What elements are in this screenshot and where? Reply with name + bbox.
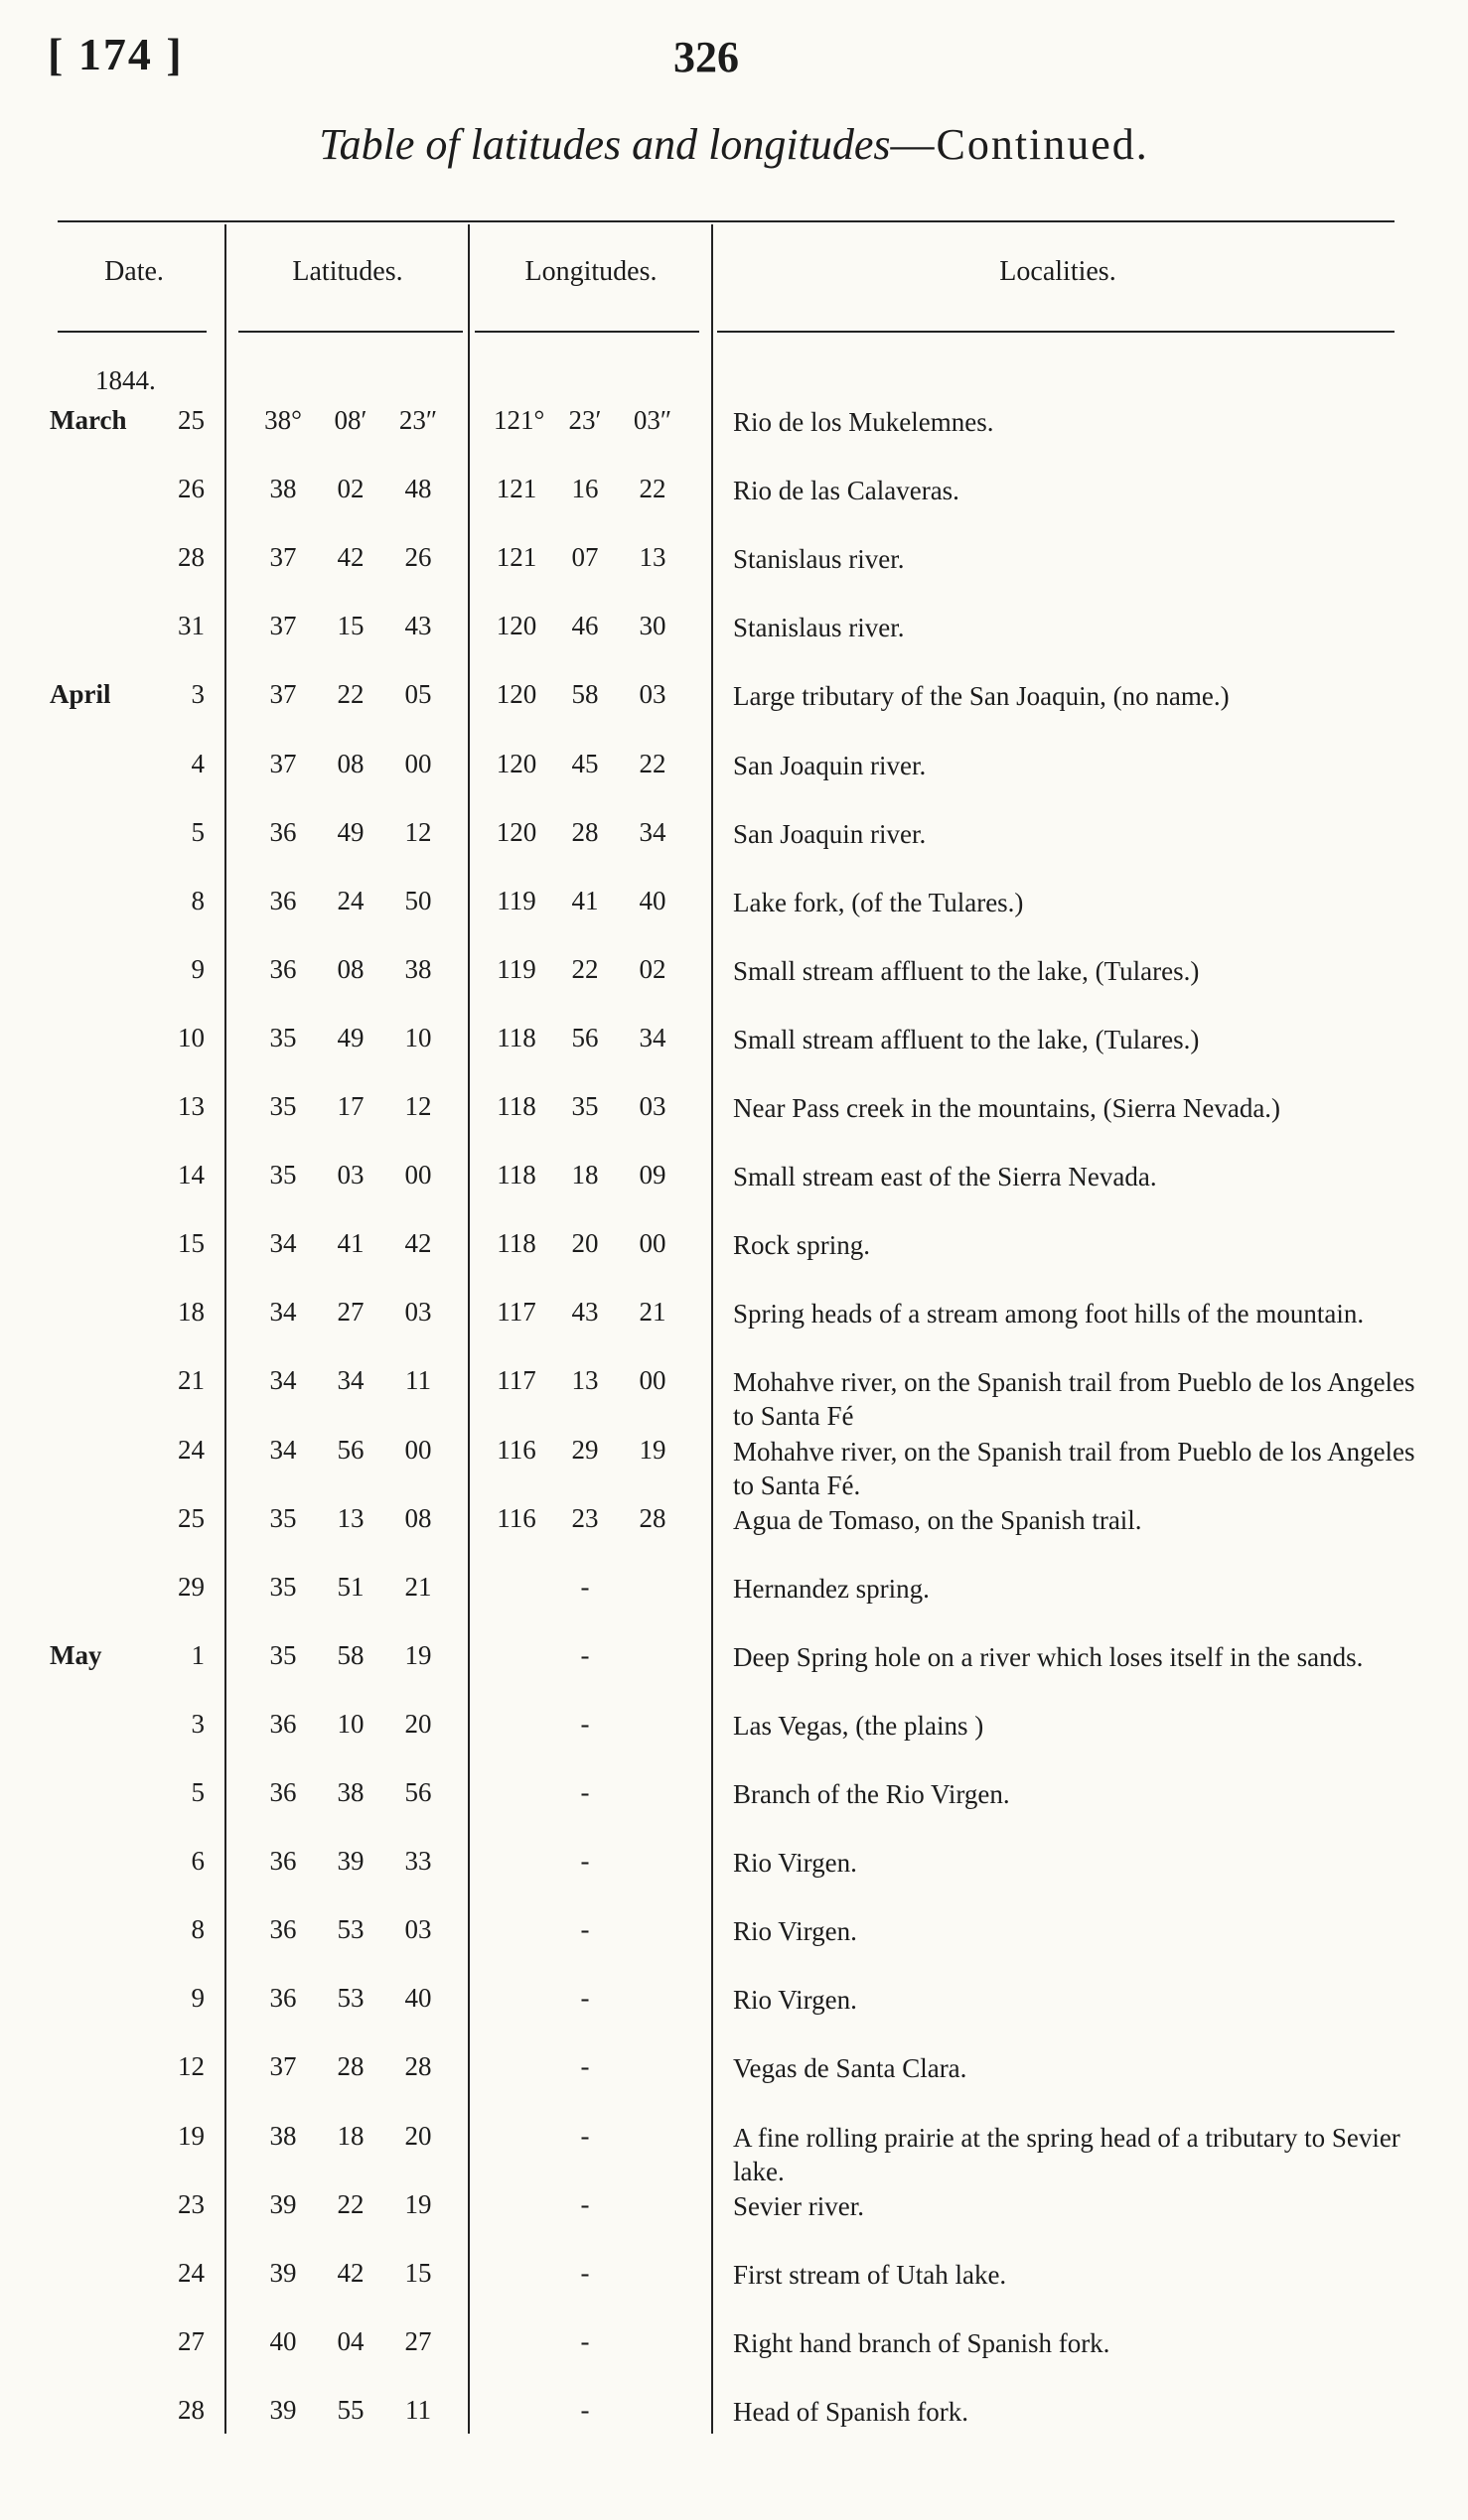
latitude-value: 10 — [404, 1023, 432, 1052]
table-row — [0, 886, 1468, 921]
row-locality: Vegas de Santa Clara. — [733, 2053, 967, 2083]
longitude-value: 45 — [571, 749, 599, 778]
latitude-value: 38 — [269, 474, 297, 503]
latitude-value: 19 — [404, 2189, 432, 2219]
latitude-value: 08 — [337, 954, 365, 984]
longitude-value: 41 — [571, 886, 599, 915]
row-day: 1 — [191, 1640, 205, 1670]
longitude-value: 00 — [639, 1228, 666, 1258]
latitude-value: 28 — [337, 2051, 365, 2081]
table-row — [0, 1846, 1468, 1882]
latitude-value: 03 — [404, 1914, 432, 1944]
latitude-value: 18 — [337, 2121, 365, 2151]
longitude-value: 20 — [571, 1228, 599, 1258]
latitude-value: 21 — [404, 1572, 432, 1602]
row-locality: Deep Spring hole on a river which loses itself in the sands. — [733, 1642, 1364, 1672]
longitude-value: 120 — [496, 611, 537, 640]
longitude-value: 116 — [497, 1503, 536, 1533]
table-row — [0, 817, 1468, 853]
row-locality: Rio Virgen. — [733, 1985, 857, 2015]
row-day: 5 — [191, 817, 205, 847]
longitude-value: - — [580, 2051, 590, 2081]
longitude-value: - — [580, 1846, 590, 1876]
row-locality: Las Vegas, (the plains ) — [733, 1711, 984, 1741]
table-row — [0, 1777, 1468, 1813]
latitude-value: 34 — [269, 1365, 297, 1395]
row-day: 9 — [191, 954, 205, 984]
longitude-value: 03 — [639, 1091, 666, 1121]
row-day: 10 — [178, 1023, 205, 1052]
table-row — [0, 474, 1468, 509]
latitude-value: 41 — [337, 1228, 365, 1258]
table-title-suffix: —Continued. — [890, 120, 1149, 169]
longitude-value: 16 — [571, 474, 599, 503]
latitude-value: 36 — [269, 1914, 297, 1944]
table-row — [0, 749, 1468, 784]
row-locality: San Joaquin river. — [733, 819, 927, 849]
longitude-value: 21 — [639, 1297, 666, 1327]
longitude-value: - — [580, 2121, 590, 2151]
latitude-value: 36 — [269, 954, 297, 984]
table-row — [0, 405, 1468, 441]
table-title — [0, 119, 1468, 170]
latitude-value: 19 — [404, 1640, 432, 1670]
table-row — [0, 1091, 1468, 1127]
row-locality: Right hand branch of Spanish fork. — [733, 2328, 1110, 2358]
longitude-value: - — [580, 2395, 590, 2425]
longitude-value: 119 — [497, 954, 536, 984]
longitude-value: 119 — [497, 886, 536, 915]
latitude-value: 33 — [404, 1846, 432, 1876]
longitude-value: 23 — [571, 1503, 599, 1533]
row-day: 28 — [178, 2395, 205, 2425]
longitude-value: - — [580, 1777, 590, 1807]
table-row — [0, 542, 1468, 578]
row-day: 14 — [178, 1160, 205, 1190]
longitude-value: 118 — [497, 1228, 536, 1258]
row-day: 3 — [191, 1709, 205, 1739]
latitude-value: 00 — [404, 1435, 432, 1465]
row-day: 8 — [191, 1914, 205, 1944]
latitude-value: 36 — [269, 1777, 297, 1807]
latitude-value: 35 — [269, 1160, 297, 1190]
longitude-value: 03″ — [633, 405, 672, 435]
longitude-value: 120 — [496, 749, 537, 778]
latitude-value: 36 — [269, 817, 297, 847]
table-row — [0, 1503, 1468, 1539]
longitude-value: - — [580, 2258, 590, 2288]
longitude-value: 19 — [639, 1435, 666, 1465]
latitude-value: 12 — [404, 817, 432, 847]
latitude-value: 34 — [269, 1228, 297, 1258]
row-locality: Branch of the Rio Virgen. — [733, 1779, 1010, 1809]
longitude-value: 13 — [639, 542, 666, 572]
row-locality: Large tributary of the San Joaquin, (no name.) — [733, 681, 1230, 711]
latitude-value: 48 — [404, 474, 432, 503]
row-locality: Sevier river. — [733, 2191, 864, 2221]
row-month: May — [50, 1640, 102, 1670]
table-row — [0, 1640, 1468, 1676]
latitude-value: 05 — [404, 679, 432, 709]
longitude-value: - — [580, 2326, 590, 2356]
table-row — [0, 611, 1468, 646]
latitude-value: 37 — [269, 611, 297, 640]
header-localities: Localities. — [999, 256, 1116, 287]
table-row — [0, 1709, 1468, 1745]
top-rule — [58, 220, 1395, 222]
latitude-value: 08 — [404, 1503, 432, 1533]
row-day: 4 — [191, 749, 205, 778]
latitude-value: 03 — [337, 1160, 365, 1190]
row-day: 29 — [178, 1572, 205, 1602]
longitude-value: 40 — [639, 886, 666, 915]
longitude-value: 23′ — [568, 405, 602, 435]
latitude-value: 00 — [404, 749, 432, 778]
row-day: 9 — [191, 1983, 205, 2013]
latitude-value: 43 — [404, 611, 432, 640]
latitude-value: 40 — [404, 1983, 432, 2013]
year-label: 1844. — [95, 365, 156, 395]
row-day: 24 — [178, 2258, 205, 2288]
latitude-value: 13 — [337, 1503, 365, 1533]
row-locality: Small stream affluent to the lake, (Tulares.) — [733, 1025, 1200, 1054]
row-day: 25 — [178, 1503, 205, 1533]
row-day: 13 — [178, 1091, 205, 1121]
row-locality: Rio Virgen. — [733, 1916, 857, 1946]
row-month: April — [50, 679, 111, 709]
row-locality: Rio de las Calaveras. — [733, 476, 959, 505]
longitude-value: 00 — [639, 1365, 666, 1395]
latitude-value: 53 — [337, 1914, 365, 1944]
row-locality: First stream of Utah lake. — [733, 2260, 1007, 2290]
latitude-value: 03 — [404, 1297, 432, 1327]
latitude-value: 04 — [337, 2326, 365, 2356]
row-locality: Lake fork, (of the Tulares.) — [733, 888, 1024, 917]
longitude-value: 120 — [496, 679, 537, 709]
latitude-value: 34 — [269, 1435, 297, 1465]
row-locality: Small stream affluent to the lake, (Tulares.) — [733, 956, 1200, 986]
latitude-value: 35 — [269, 1572, 297, 1602]
latitude-value: 23″ — [398, 405, 438, 435]
longitude-value: 22 — [639, 749, 666, 778]
latitude-value: 42 — [337, 2258, 365, 2288]
latitude-value: 58 — [337, 1640, 365, 1670]
latitude-value: 42 — [404, 1228, 432, 1258]
row-locality: Spring heads of a stream among foot hills of the mountain. — [733, 1299, 1365, 1329]
latitude-value: 39 — [337, 1846, 365, 1876]
latitude-value: 00 — [404, 1160, 432, 1190]
latitude-value: 17 — [337, 1091, 365, 1121]
longitude-value: 34 — [639, 1023, 666, 1052]
longitude-value: - — [580, 1640, 590, 1670]
longitude-value: - — [580, 1709, 590, 1739]
latitude-value: 37 — [269, 749, 297, 778]
longitude-value: 118 — [497, 1091, 536, 1121]
row-locality: Small stream east of the Sierra Nevada. — [733, 1162, 1157, 1191]
longitude-value: 58 — [571, 679, 599, 709]
latitude-value: 37 — [269, 542, 297, 572]
latitude-value: 38 — [337, 1777, 365, 1807]
row-day: 21 — [178, 1365, 205, 1395]
table-row — [0, 679, 1468, 715]
table-row — [0, 1297, 1468, 1332]
latitude-value: 28 — [404, 2051, 432, 2081]
row-day: 26 — [178, 474, 205, 503]
row-day: 28 — [178, 542, 205, 572]
header-date: Date. — [104, 256, 164, 287]
longitude-value: 28 — [571, 817, 599, 847]
row-day: 23 — [178, 2189, 205, 2219]
row-locality: Mohahve river, on the Spanish trail from Pueblo de los Angeles to Santa Fé. — [733, 1437, 1415, 1500]
table-row — [0, 2326, 1468, 2362]
latitude-value: 53 — [337, 1983, 365, 2013]
longitude-value: - — [580, 2189, 590, 2219]
header-rule-lat — [238, 331, 463, 333]
latitude-value: 51 — [337, 1572, 365, 1602]
longitude-value: 117 — [497, 1365, 536, 1395]
latitude-value: 36 — [269, 1709, 297, 1739]
latitude-value: 27 — [404, 2326, 432, 2356]
latitude-value: 15 — [337, 611, 365, 640]
table-row — [0, 1365, 1468, 1431]
latitude-value: 27 — [337, 1297, 365, 1327]
table-row — [0, 954, 1468, 990]
table-row — [0, 2258, 1468, 2294]
longitude-value: 18 — [571, 1160, 599, 1190]
latitude-value: 39 — [269, 2258, 297, 2288]
latitude-value: 24 — [337, 886, 365, 915]
longitude-value: 120 — [496, 817, 537, 847]
longitude-value: 34 — [639, 817, 666, 847]
row-locality: Mohahve river, on the Spanish trail from Pueblo de los Angeles to Santa Fé — [733, 1367, 1415, 1431]
latitude-value: 35 — [269, 1091, 297, 1121]
latitude-value: 38 — [404, 954, 432, 984]
row-month: March — [50, 405, 127, 435]
row-day: 5 — [191, 1777, 205, 1807]
longitude-value: 35 — [571, 1091, 599, 1121]
latitude-value: 22 — [337, 679, 365, 709]
row-locality: Head of Spanish fork. — [733, 2397, 968, 2427]
latitude-value: 20 — [404, 2121, 432, 2151]
header-rule-date — [58, 331, 207, 333]
row-day: 8 — [191, 886, 205, 915]
table-row — [0, 2051, 1468, 2087]
longitude-value: - — [580, 1572, 590, 1602]
longitude-value: 28 — [639, 1503, 666, 1533]
latitude-value: 38° — [264, 405, 302, 435]
latitude-value: 02 — [337, 474, 365, 503]
latitude-value: 08 — [337, 749, 365, 778]
row-locality: Near Pass creek in the mountains, (Sierra Nevada.) — [733, 1093, 1281, 1123]
latitude-value: 11 — [405, 2395, 431, 2425]
latitude-value: 36 — [269, 1846, 297, 1876]
row-locality: Rock spring. — [733, 1230, 870, 1260]
row-day: 27 — [178, 2326, 205, 2356]
row-locality: Agua de Tomaso, on the Spanish trail. — [733, 1505, 1142, 1535]
longitude-value: 13 — [571, 1365, 599, 1395]
page-number-bracketed: [ 174 ] — [48, 29, 184, 79]
table-row — [0, 2121, 1468, 2186]
latitude-value: 39 — [269, 2395, 297, 2425]
longitude-value: 56 — [571, 1023, 599, 1052]
row-locality: A fine rolling prairie at the spring head of a tributary to Sevier lake. — [733, 2123, 1400, 2186]
latitude-value: 10 — [337, 1709, 365, 1739]
longitude-value: 46 — [571, 611, 599, 640]
latitude-value: 34 — [269, 1297, 297, 1327]
latitude-value: 39 — [269, 2189, 297, 2219]
longitude-value: 29 — [571, 1435, 599, 1465]
longitude-value: 22 — [639, 474, 666, 503]
header-longitudes: Longitudes. — [524, 256, 658, 287]
table-row — [0, 2189, 1468, 2225]
row-day: 25 — [178, 405, 205, 435]
latitude-value: 37 — [269, 2051, 297, 2081]
table-row — [0, 1160, 1468, 1195]
latitude-value: 50 — [404, 886, 432, 915]
row-day: 18 — [178, 1297, 205, 1327]
latitude-value: 56 — [337, 1435, 365, 1465]
table-row — [0, 1435, 1468, 1500]
latitude-value: 38 — [269, 2121, 297, 2151]
latitude-value: 15 — [404, 2258, 432, 2288]
row-locality: Rio de los Mukelemnes. — [733, 407, 994, 437]
latitude-value: 36 — [269, 886, 297, 915]
page-number: 326 — [673, 33, 739, 81]
latitude-value: 22 — [337, 2189, 365, 2219]
longitude-value: 22 — [571, 954, 599, 984]
table-row — [0, 1572, 1468, 1608]
row-day: 24 — [178, 1435, 205, 1465]
longitude-value: 118 — [497, 1160, 536, 1190]
latitude-value: 35 — [269, 1023, 297, 1052]
longitude-value: 09 — [639, 1160, 666, 1190]
latitude-value: 40 — [269, 2326, 297, 2356]
longitude-value: 117 — [497, 1297, 536, 1327]
latitude-value: 20 — [404, 1709, 432, 1739]
header-rule-lon — [475, 331, 699, 333]
longitude-value: 03 — [639, 679, 666, 709]
latitude-value: 26 — [404, 542, 432, 572]
table-title-main: Table of latitudes and longitudes — [319, 120, 891, 169]
row-day: 15 — [178, 1228, 205, 1258]
latitude-value: 35 — [269, 1640, 297, 1670]
table-row — [0, 2395, 1468, 2431]
latitude-value: 56 — [404, 1777, 432, 1807]
longitude-value: 02 — [639, 954, 666, 984]
row-locality: Stanislaus river. — [733, 544, 905, 574]
longitude-value: 121 — [496, 474, 537, 503]
latitude-value: 11 — [405, 1365, 431, 1395]
latitude-value: 35 — [269, 1503, 297, 1533]
header-latitudes: Latitudes. — [292, 256, 403, 287]
table-row — [0, 1023, 1468, 1058]
row-day: 12 — [178, 2051, 205, 2081]
row-locality: Stanislaus river. — [733, 613, 905, 642]
latitude-value: 37 — [269, 679, 297, 709]
longitude-value: 118 — [497, 1023, 536, 1052]
table-row — [0, 1914, 1468, 1950]
longitude-value: - — [580, 1983, 590, 2013]
row-day: 6 — [191, 1846, 205, 1876]
row-day: 19 — [178, 2121, 205, 2151]
row-day: 31 — [178, 611, 205, 640]
table-row — [0, 1983, 1468, 2019]
latitude-value: 36 — [269, 1983, 297, 2013]
table-row — [0, 1228, 1468, 1264]
row-day: 3 — [191, 679, 205, 709]
header-rule-loc — [717, 331, 1395, 333]
latitude-value: 49 — [337, 817, 365, 847]
latitude-value: 12 — [404, 1091, 432, 1121]
latitude-value: 08′ — [334, 405, 367, 435]
longitude-value: 30 — [639, 611, 666, 640]
longitude-value: - — [580, 1914, 590, 1944]
longitude-value: 07 — [571, 542, 599, 572]
row-locality: Rio Virgen. — [733, 1848, 857, 1878]
longitude-value: 116 — [497, 1435, 536, 1465]
latitude-value: 49 — [337, 1023, 365, 1052]
latitude-value: 42 — [337, 542, 365, 572]
row-locality: Hernandez spring. — [733, 1574, 930, 1604]
row-locality: San Joaquin river. — [733, 751, 927, 780]
latitude-value: 34 — [337, 1365, 365, 1395]
longitude-value: 121 — [496, 542, 537, 572]
latitude-value: 55 — [337, 2395, 365, 2425]
longitude-value: 121° — [494, 405, 545, 435]
longitude-value: 43 — [571, 1297, 599, 1327]
